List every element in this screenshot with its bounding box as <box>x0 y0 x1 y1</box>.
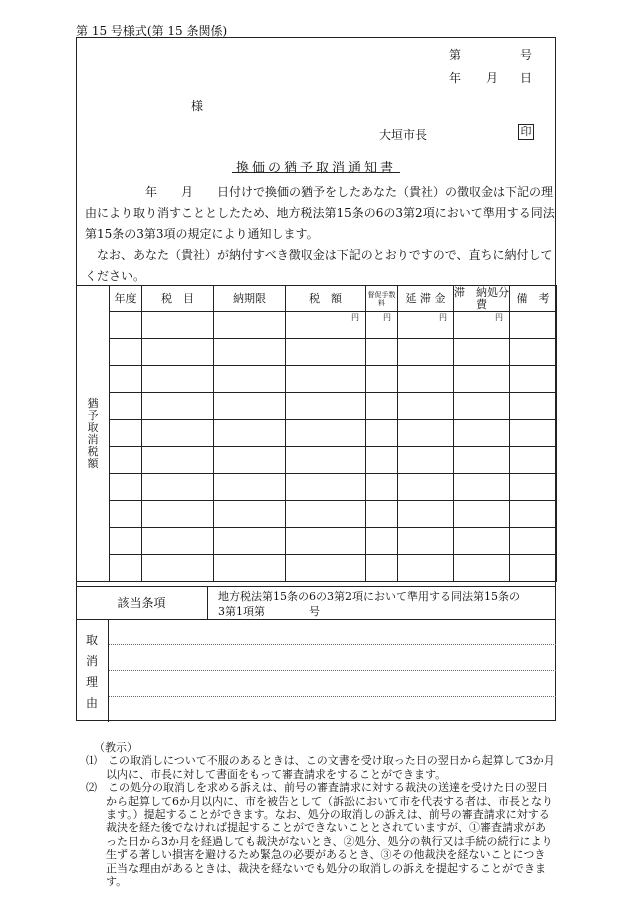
table-cell[interactable] <box>454 528 510 555</box>
table-cell[interactable] <box>454 474 510 501</box>
table-row <box>77 501 557 528</box>
table-cell[interactable] <box>214 555 286 582</box>
notice-paragraph-2: なお、あなた（貴社）が納付すべき徴収金は下記のとおりですので、直ちに納付してください。 <box>85 248 553 283</box>
table-cell[interactable] <box>142 339 214 366</box>
table-cell[interactable] <box>366 528 398 555</box>
applicable-provision-line-1: 地方税法第15条の6の3第2項において準用する同法第15条の <box>218 590 520 603</box>
form-number: 第 15 号様式(第 15 条関係) <box>76 24 228 38</box>
table-cell[interactable] <box>398 555 454 582</box>
table-cell[interactable] <box>110 420 142 447</box>
column-header: 備 考 <box>510 286 557 312</box>
table-cell[interactable] <box>286 393 366 420</box>
table-cell[interactable] <box>142 555 214 582</box>
reason-row <box>76 619 556 722</box>
reason-line[interactable] <box>109 696 556 697</box>
column-header: 税 額 <box>286 286 366 312</box>
table-cell[interactable] <box>286 420 366 447</box>
document-title: 換価の猶予取消通知書 <box>236 161 397 176</box>
table-cell[interactable] <box>454 555 510 582</box>
amount-cell[interactable] <box>142 312 214 339</box>
side-label-char: 消 <box>87 432 99 446</box>
instructions <box>86 741 556 888</box>
table-cell[interactable] <box>510 555 557 582</box>
table-cell[interactable] <box>510 339 557 366</box>
day-label: 日 <box>520 71 533 85</box>
title-underline <box>232 172 400 173</box>
table-cell[interactable] <box>110 555 142 582</box>
table-cell[interactable] <box>142 393 214 420</box>
table-cell[interactable] <box>454 447 510 474</box>
side-label <box>77 286 110 582</box>
reason-line[interactable] <box>109 670 556 671</box>
applicable-provision-row <box>76 586 556 620</box>
table-cell[interactable] <box>366 501 398 528</box>
column-header: 税 目 <box>142 286 214 312</box>
issuer-name: 大垣市長 <box>379 128 428 142</box>
table-cell[interactable] <box>286 474 366 501</box>
column-header: 納期限 <box>214 286 286 312</box>
table-cell[interactable] <box>510 420 557 447</box>
seal-mark: 印 <box>518 124 534 140</box>
table-cell[interactable] <box>142 501 214 528</box>
table-cell[interactable] <box>110 474 142 501</box>
amount-cell[interactable]: 円 <box>366 312 398 339</box>
table-cell[interactable] <box>214 366 286 393</box>
table-row <box>77 420 557 447</box>
number-prefix: 第 <box>449 48 462 62</box>
table-cell[interactable] <box>510 366 557 393</box>
table-cell[interactable] <box>398 393 454 420</box>
table-cell[interactable] <box>454 420 510 447</box>
table-cell[interactable] <box>142 474 214 501</box>
table-cell[interactable] <box>366 393 398 420</box>
instruction-item-2: ⑵ この処分の取消しを求める訴えは、前号の審査請求に対する裁決の送達を受けた日の翌日から起算して6か月以内に、市を被告として（訴訟において市を代表する者は、市長となります。）提起することができます。なお、処分の取消しの訴えは、前号の審査請求に対する裁決を経た後でなければ提起することができないこととされていますが、①審査請求があった日から3か月を経過しても裁決がないとき、②処分、処分の執行又は手続の続行により生ずる著しい損害を避けるため緊急の必要があるとき、③その他裁決を経ないことにつき正当な理由があるときは、裁決を経ないでも処分の取消しの訴えを提起することができます。 <box>86 781 553 889</box>
table-row <box>77 339 557 366</box>
table-cell[interactable] <box>454 393 510 420</box>
table-row <box>77 393 557 420</box>
table-cell[interactable] <box>214 474 286 501</box>
table-cell[interactable] <box>454 501 510 528</box>
table-cell[interactable] <box>398 501 454 528</box>
table-cell[interactable] <box>510 528 557 555</box>
side-label-char: 額 <box>87 456 99 470</box>
instructions-heading: （教示） <box>94 741 138 754</box>
table-cell[interactable] <box>110 393 142 420</box>
applicable-provision-label: 該当条項 <box>76 587 208 620</box>
table-cell[interactable] <box>110 366 142 393</box>
side-label-char: 予 <box>87 408 99 422</box>
table-cell[interactable] <box>214 501 286 528</box>
table-cell[interactable] <box>214 420 286 447</box>
side-label-char: 猶 <box>87 396 99 410</box>
year-label: 年 <box>449 71 462 85</box>
notice-body <box>85 182 555 287</box>
table-cell[interactable] <box>110 339 142 366</box>
table-cell[interactable] <box>142 528 214 555</box>
amount-cell[interactable]: 円 <box>454 312 510 339</box>
table-cell[interactable] <box>214 447 286 474</box>
side-label-char: 税 <box>87 444 99 458</box>
table-cell[interactable] <box>366 339 398 366</box>
table-cell[interactable] <box>286 339 366 366</box>
applicable-provision-line-2: 3第1項第 号 <box>218 605 320 618</box>
table-cell[interactable] <box>214 339 286 366</box>
table-cell[interactable] <box>214 393 286 420</box>
table-cell[interactable] <box>286 366 366 393</box>
addressee-suffix: 様 <box>191 99 204 113</box>
amount-cell[interactable] <box>110 312 142 339</box>
table-cell[interactable] <box>286 447 366 474</box>
table-cell[interactable] <box>398 528 454 555</box>
table-cell[interactable] <box>366 474 398 501</box>
table-cell[interactable] <box>510 447 557 474</box>
table-cell[interactable] <box>142 366 214 393</box>
table-cell[interactable] <box>366 420 398 447</box>
table-cell[interactable] <box>142 447 214 474</box>
column-header: 延 滞 金 <box>398 286 454 312</box>
table-row <box>77 366 557 393</box>
amount-cell[interactable] <box>510 312 557 339</box>
column-header: 年度 <box>110 286 142 312</box>
instruction-item-1: ⑴ この取消しについて不服のあるときは、この文書を受け取った日の翌日から起算して3か月以内に、市長に対して書面をもって審査請求をすることができます。 <box>86 754 555 781</box>
table-cell[interactable] <box>366 366 398 393</box>
table-row <box>77 474 557 501</box>
tax-table <box>76 285 557 582</box>
table-cell[interactable] <box>398 474 454 501</box>
number-suffix: 号 <box>520 48 533 62</box>
table-row <box>77 555 557 582</box>
reason-line[interactable] <box>109 644 556 645</box>
table-cell[interactable] <box>214 528 286 555</box>
table-cell[interactable] <box>398 366 454 393</box>
table-cell[interactable] <box>286 555 366 582</box>
applicable-provision-value[interactable] <box>218 589 554 619</box>
amount-cell[interactable]: 円 <box>286 312 366 339</box>
table-cell[interactable] <box>398 447 454 474</box>
table-cell[interactable] <box>366 447 398 474</box>
reason-label: 取 消 理 由 <box>76 620 109 722</box>
table-cell[interactable] <box>366 555 398 582</box>
table-cell[interactable] <box>110 447 142 474</box>
table-cell[interactable] <box>286 501 366 528</box>
table-cell[interactable] <box>398 339 454 366</box>
month-label: 月 <box>486 71 499 85</box>
table-row <box>77 528 557 555</box>
table-cell[interactable] <box>286 528 366 555</box>
table-cell[interactable] <box>510 393 557 420</box>
column-header: 督促手数料 <box>366 286 398 312</box>
table-cell[interactable] <box>510 501 557 528</box>
table-cell[interactable] <box>454 366 510 393</box>
column-header: 滞 納処分費 <box>454 285 509 311</box>
notice-paragraph-1: 年 月 日付けで換価の猶予をしたあなた（貴社）の徴収金は下記の理由により取り消すこととしたため、地方税法第15条の6の3第2項において準用する同法第15条の3第3項の規定により通知します。 <box>85 185 555 241</box>
table-cell[interactable] <box>110 501 142 528</box>
table-cell[interactable] <box>110 528 142 555</box>
table-cell[interactable] <box>510 474 557 501</box>
side-label-char: 取 <box>87 420 99 434</box>
amount-cell[interactable]: 円 <box>398 312 454 339</box>
table-row <box>77 447 557 474</box>
table-cell[interactable] <box>398 420 454 447</box>
table-cell[interactable] <box>454 339 510 366</box>
amount-cell[interactable] <box>214 312 286 339</box>
table-cell[interactable] <box>142 420 214 447</box>
